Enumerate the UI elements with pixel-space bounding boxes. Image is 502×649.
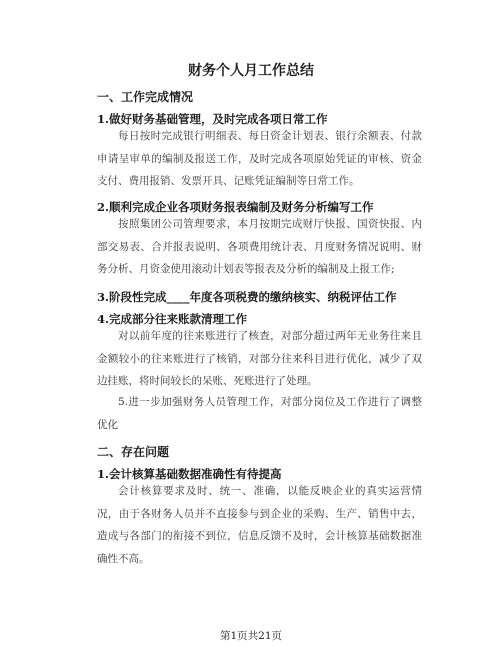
issue1-paragraph: 会计核算要求及时、统一、准确，以能反映企业的真实运营情况，由于各财务人员并不直接参与到企业的采购、生产、销售中去，造成与各部门的衔接不到位，信息反馈不及时，会计核算基础数据准确性不高。 <box>97 485 422 565</box>
item2-paragraph: 按照集团公司管理要求，本月按期完成财厅快报、国资快报、内部交易表、合并报表说明、各项费用统计表、月度财务情况说明、财务分析、月资金使用滚动计划表等报表及分析的编制及上报工作; <box>97 218 422 275</box>
item2-heading: 2.顺利完成企业各项财务报表编制及财务分析编写工作 <box>97 200 374 214</box>
item4-heading: 4.完成部分往来账款清理工作 <box>97 312 248 326</box>
page-footer: 第1页共21页 <box>219 630 283 642</box>
item5-paragraph: 5.进一步加强财务人员管理工作，对部分岗位及工作进行了调整优化 <box>97 396 422 431</box>
item1-heading: 1.做好财务基础管理，及时完成各项日常工作 <box>97 112 328 126</box>
section2-heading: 二、存在问题 <box>97 445 170 459</box>
issue1-heading: 1.会计核算基础数据准确性有待提高 <box>97 467 282 481</box>
section1-heading: 一、工作完成情况 <box>97 90 194 104</box>
item3-heading: 3.阶段性完成____年度各项税费的缴纳核实、纳税评估工作 <box>97 290 397 304</box>
item4-paragraph: 对以前年度的往来账进行了核查，对部分超过两年无业务往来且金额较小的往来账进行了核销，对部分往来科目进行优化，减少了双边挂账，将时间较长的呆账、死账进行了处理。 <box>97 330 422 387</box>
item1-paragraph: 每日按时完成银行明细表、每日资金计划表、银行余额表、付款申请呈审单的编制及报送工作，及时完成各项原始凭证的审核、资金支付、费用报销、发票开具、记账凭证编制等日常工作。 <box>97 130 422 187</box>
document-title: 财务个人月工作总结 <box>188 63 314 79</box>
